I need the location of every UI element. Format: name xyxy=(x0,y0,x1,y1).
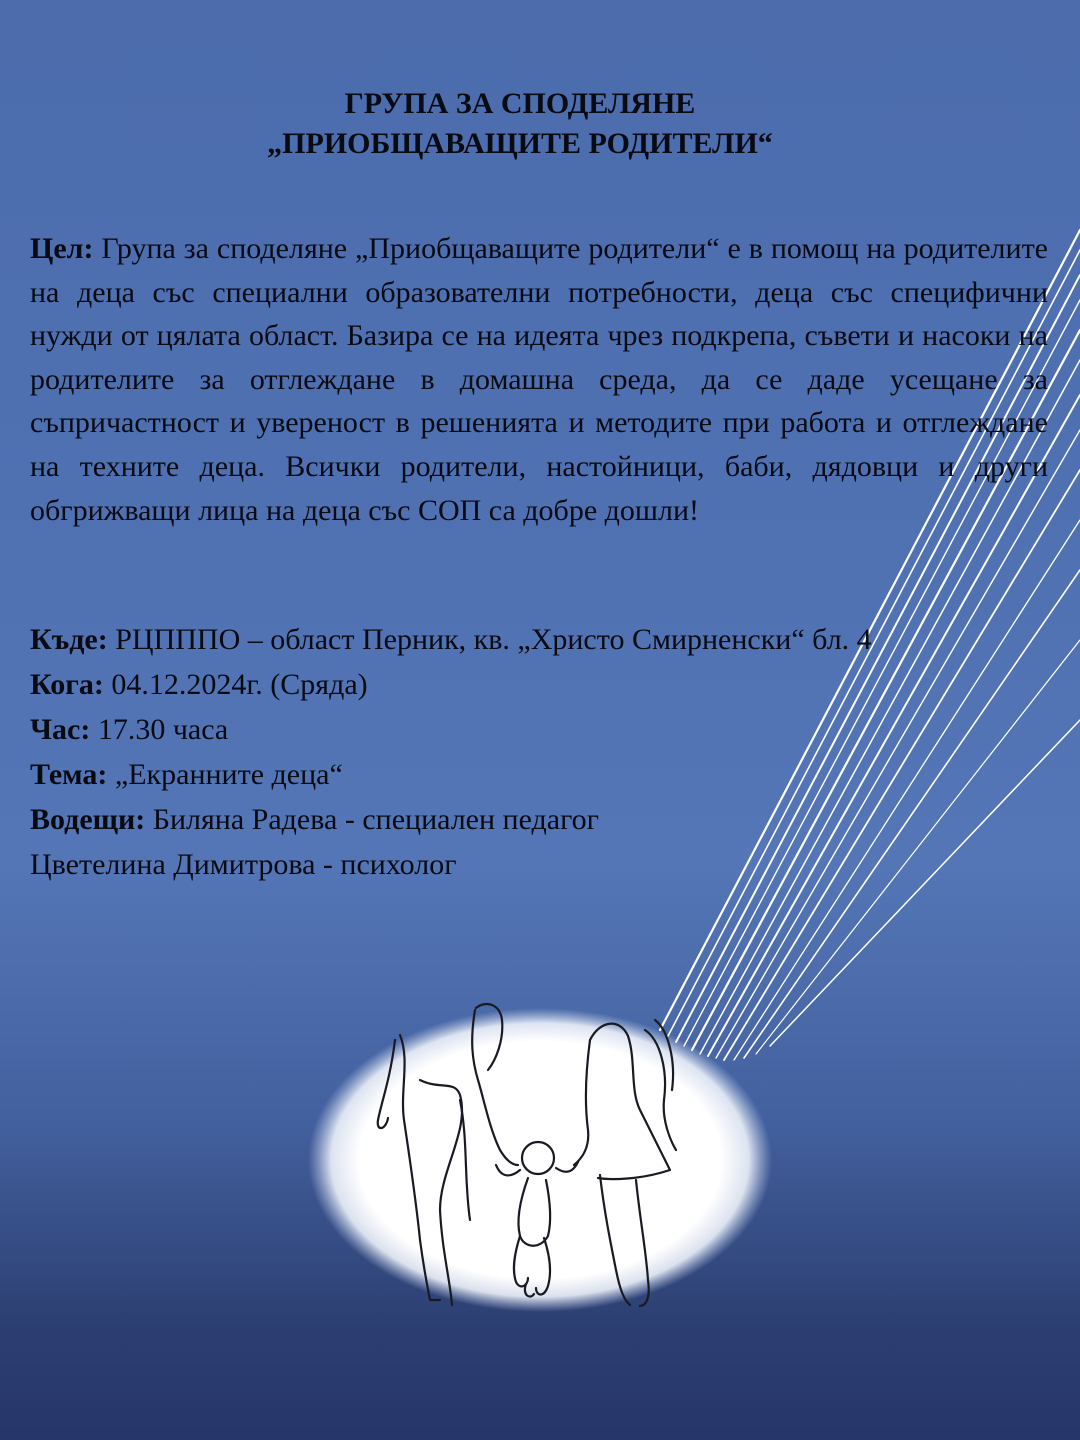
page-title xyxy=(0,84,1040,164)
hosts-row xyxy=(30,797,1070,842)
spotlight-icon xyxy=(308,1008,772,1312)
hosts-label: Водещи: xyxy=(30,803,146,836)
time-value: 17.30 часа xyxy=(97,713,229,746)
where-value: РЦПППО – област Перник, кв. „Христо Смирненски“ бл. 4 xyxy=(115,623,872,656)
where-row xyxy=(30,617,1070,662)
when-row xyxy=(30,662,1070,707)
when-label: Кога: xyxy=(30,668,104,701)
goal-paragraph xyxy=(30,227,1048,532)
goal-label: Цел: xyxy=(30,232,94,265)
time-row xyxy=(30,707,1070,752)
host-1: Биляна Радева - специален педагог xyxy=(152,803,599,836)
host-2-row xyxy=(30,842,1070,887)
title-line-2: „ПРИОБЩАВАЩИТЕ РОДИТЕЛИ“ xyxy=(267,127,773,160)
when-value: 04.12.2024г. (Сряда) xyxy=(111,668,368,701)
goal-text: Група за споделяне „Приобщаващите родители“ е в помощ на родителите на деца със специални образователни потребности, деца със специфични нужди от цялата област. Базира се на идеята чрез подкрепа, съвети и насоки на родителите за отглеждане в домашна среда, да се даде усещане за съпричастност и увереност в решенията и методите при работа и отглеждане на техните деца. Всички родители, настойници, баби, дядовци и други обгрижващи лица на деца със СОП са добре дошли! xyxy=(30,232,1049,527)
title-line-1: ГРУПА ЗА СПОДЕЛЯНЕ xyxy=(344,87,696,120)
topic-value: „Екранните деца“ xyxy=(114,758,343,791)
where-label: Къде: xyxy=(30,623,108,656)
host-2: Цветелина Димитрова - психолог xyxy=(30,848,457,881)
time-label: Час: xyxy=(30,713,91,746)
event-details xyxy=(30,617,1070,887)
topic-label: Тема: xyxy=(30,758,108,791)
topic-row xyxy=(30,752,1070,797)
